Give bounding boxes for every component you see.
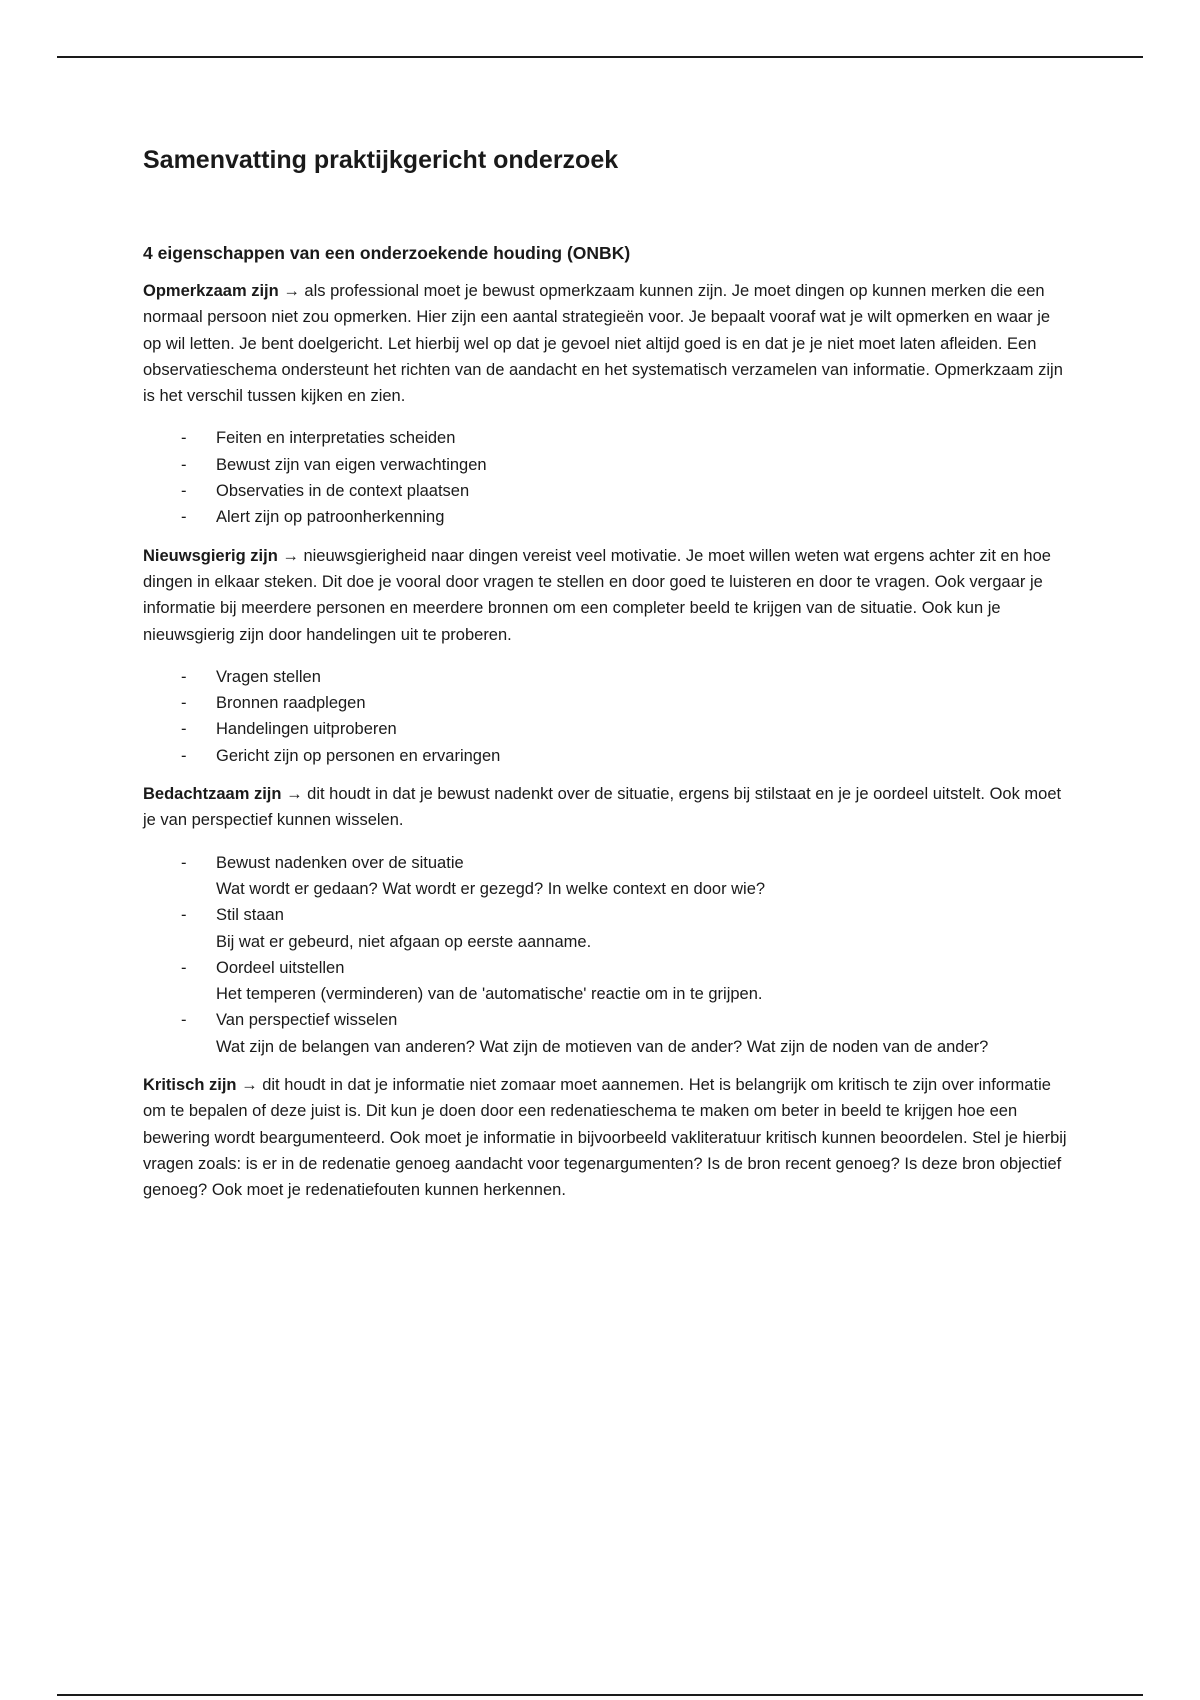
- list-item: [143, 902, 1073, 955]
- dash-bullet: -: [181, 1011, 187, 1030]
- paragraph-nieuwsgierig: [143, 543, 1073, 648]
- dash-bullet: -: [181, 958, 187, 977]
- list-item: [143, 478, 1073, 504]
- list-item-subtext: Bij wat er gebeurd, niet afgaan op eerste aanname.: [216, 932, 592, 951]
- list-item-text: Stil staan: [216, 906, 284, 925]
- list-item-text: Alert zijn op patroonherkenning: [216, 508, 445, 527]
- arrow-icon: →: [282, 546, 299, 565]
- list-item-text: Handelingen uitproberen: [216, 720, 397, 739]
- list-item-text: Bronnen raadplegen: [216, 694, 366, 713]
- term-label: Opmerkzaam zijn: [143, 282, 279, 300]
- list-item-subtext: Wat wordt er gedaan? Wat wordt er gezegd? In welke context en door wie?: [216, 879, 766, 898]
- list-item-text: Van perspectief wisselen: [216, 1011, 398, 1030]
- term-label: Kritisch zijn: [143, 1076, 237, 1095]
- list-item: [143, 690, 1073, 716]
- list-item-text: Feiten en interpretaties scheiden: [216, 429, 456, 448]
- list-item: [143, 452, 1073, 478]
- bullet-list-nieuwsgierig: [143, 664, 1073, 769]
- paragraph-text: dit houdt in dat je informatie niet zomaar moet aannemen. Het is belangrijk om kritisch te zijn over informatie om te bepalen of deze juist is. Dit kun je doen door een redenatieschema te maken om beter in beeld te krijgen hoe een bewering wordt beargumenteerd. Ook moet je informatie in bijvoorbeeld vakliteratuur kritisch kunnen beoordelen. Stel je hierbij vragen zoals: is er in de redenatie genoeg aandacht voor tegenargumenten? Is de bron recent genoeg? Is deze bron objectief genoeg? Ook moet je redenatiefouten kunnen herkennen.: [143, 1076, 1067, 1200]
- list-item: [143, 850, 1073, 903]
- dash-bullet: -: [181, 906, 187, 925]
- list-item: [143, 743, 1073, 769]
- list-item: [143, 716, 1073, 742]
- list-item: [143, 425, 1073, 451]
- arrow-icon: →: [283, 282, 300, 300]
- term-label: Nieuwsgierig zijn: [143, 546, 278, 565]
- arrow-icon: →: [241, 1076, 258, 1095]
- dash-bullet: -: [181, 720, 187, 739]
- list-item-text: Oordeel uitstellen: [216, 958, 345, 977]
- dash-bullet: -: [181, 746, 187, 765]
- paragraph-text: als professional moet je bewust opmerkzaam kunnen zijn. Je moet dingen op kunnen merken die een normaal persoon niet zou opmerken. Hier zijn een aantal strategieën voor. Je bepaalt vooraf wat je wilt opmerken en waar je op wil letten. Je bent doelgericht. Let hierbij wel op dat je gevoel niet altijd goed is en dat je je niet moet laten afleiden. Een observatieschema ondersteunt het richten van de aandacht en het systematisch verzamelen van informatie. Opmerkzaam zijn is het verschil tussen kijken en zien.: [143, 282, 1063, 406]
- document-title: Samenvatting praktijkgericht onderzoek: [143, 146, 619, 174]
- paragraph-text: dit houdt in dat je bewust nadenkt over de situatie, ergens bij stilstaat en je je oordeel uitstelt. Ook moet je van perspectief kunnen wisselen.: [143, 785, 1062, 830]
- list-item-text: Gericht zijn op personen en ervaringen: [216, 746, 501, 765]
- paragraph-text: nieuwsgierigheid naar dingen vereist veel motivatie. Je moet willen weten wat ergens achter zit en hoe dingen in elkaar steken. Dit doe je vooral door vragen te stellen en door goed te luisteren en door te vragen. Ook vergaar je informatie bij meerdere personen en meerdere bronnen om een completer beeld te krijgen van de situatie. Ook kun je nieuwsgierig zijn door handelingen uit te proberen.: [143, 546, 1051, 644]
- bullet-list-bedachtzaam: [143, 850, 1073, 1060]
- bullet-list-opmerkzaam: [143, 425, 1073, 530]
- list-item: [143, 664, 1073, 690]
- paragraph-bedachtzaam: [143, 781, 1073, 834]
- dash-bullet: -: [181, 455, 187, 474]
- dash-bullet: -: [181, 853, 187, 872]
- list-item: [143, 504, 1073, 530]
- paragraph-opmerkzaam: [143, 278, 1073, 409]
- header-rule: [57, 56, 1143, 58]
- section-heading: 4 eigenschappen van een onderzoekende houding (ONBK): [143, 243, 631, 263]
- list-item-text: Bewust nadenken over de situatie: [216, 853, 464, 872]
- term-label: Bedachtzaam zijn: [143, 785, 282, 804]
- list-item-text: Vragen stellen: [216, 667, 321, 686]
- list-item-subtext: Het temperen (verminderen) van de 'automatische' reactie om in te grijpen.: [216, 985, 763, 1004]
- dash-bullet: -: [181, 694, 187, 713]
- dash-bullet: -: [181, 667, 187, 686]
- list-item-text: Observaties in de context plaatsen: [216, 482, 470, 501]
- dash-bullet: -: [181, 508, 187, 527]
- footer-rule: [57, 1694, 1143, 1696]
- paragraph-kritisch: [143, 1072, 1073, 1203]
- list-item: [143, 1007, 1073, 1060]
- dash-bullet: -: [181, 482, 187, 501]
- list-item-subtext: Wat zijn de belangen van anderen? Wat zijn de motieven van de ander? Wat zijn de noden van de ander?: [216, 1037, 989, 1056]
- list-item: [143, 955, 1073, 1008]
- document-body: [143, 142, 1073, 1204]
- dash-bullet: -: [181, 429, 187, 448]
- arrow-icon: →: [286, 785, 303, 804]
- list-item-text: Bewust zijn van eigen verwachtingen: [216, 455, 487, 474]
